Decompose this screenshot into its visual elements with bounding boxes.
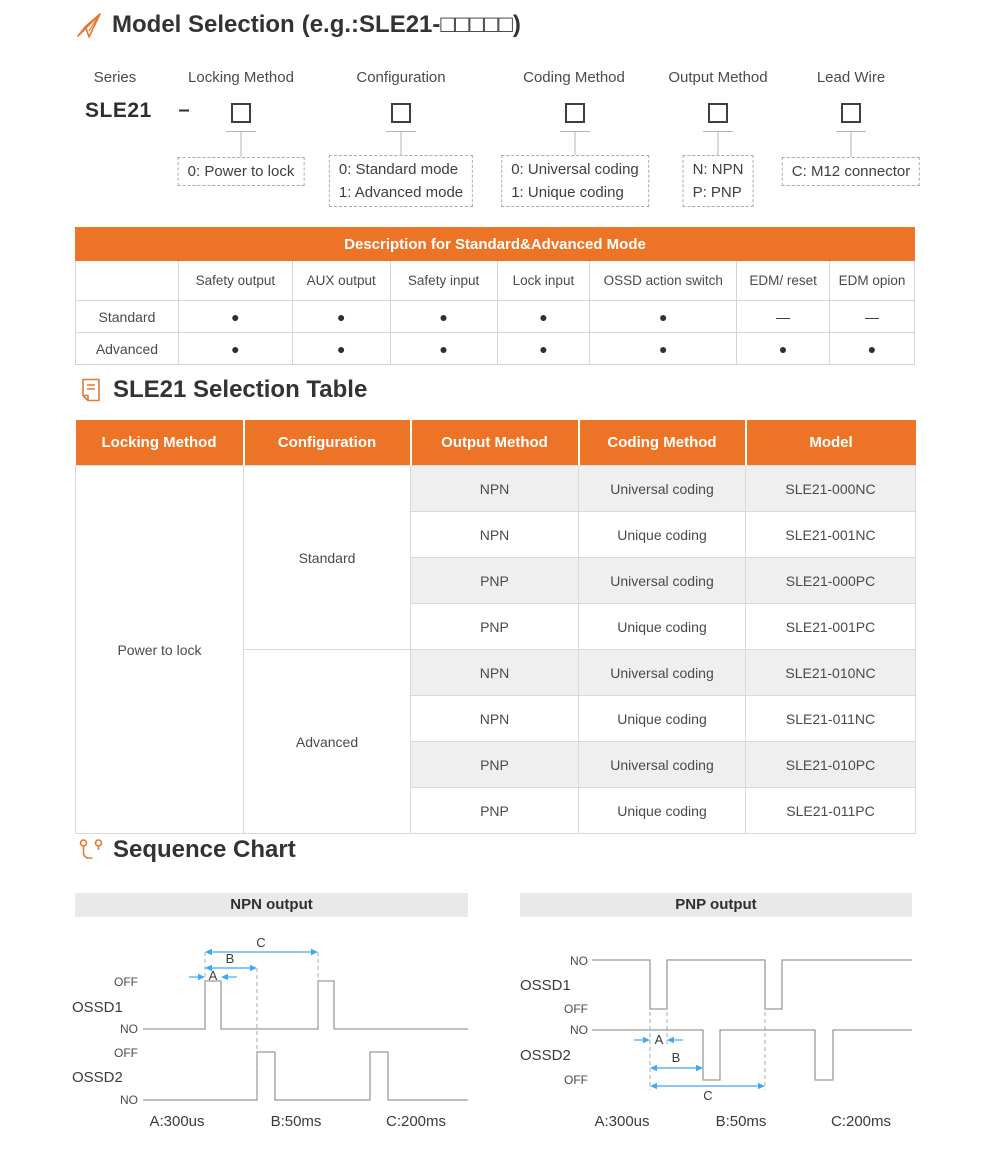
model-cell: SLE21-000NC [746,466,916,512]
timing-label: A:300us [149,1113,205,1130]
options-configuration [329,155,473,207]
npn-timing-diagram [72,920,470,1140]
model-cell: SLE21-001PC [746,604,916,650]
flow-icon [78,837,104,863]
model-selection-title: Model Selection [112,11,295,38]
options-locking-method [178,157,305,186]
mode-table-title: Description for Standard&Advanced Mode [76,228,915,261]
separator-dash: – [178,99,190,121]
pnp-chart-header: PNP output [520,893,912,917]
model-cell: SLE21-010NC [746,650,916,696]
output-cell: NPN [411,466,579,512]
arrowhead [198,974,205,980]
level-label: NO [120,1093,138,1107]
table-row [76,261,915,301]
timing-label: B:50ms [715,1113,767,1130]
configuration-cell: Standard [244,466,411,650]
digit-box-configuration [391,103,411,123]
field-label-output-method: Output Method [668,69,768,86]
sequence-chart-heading [78,836,296,864]
cell-mark: ● [390,333,497,365]
timing-label: C:200ms [385,1113,447,1130]
cell-mark: ● [497,333,590,365]
cell-mark: ● [292,301,390,333]
column-header: OSSD action switch [590,261,737,301]
timing-label: C:200ms [830,1113,892,1130]
connector-line [718,131,719,155]
options-output-method [683,155,754,207]
cell-mark: ● [737,333,830,365]
model-cell: SLE21-000PC [746,558,916,604]
arrowhead [650,1065,657,1071]
ossd1-waveform [592,960,912,1009]
column-header: Safety input [390,261,497,301]
column-header: Safety output [178,261,292,301]
cell-mark: ● [292,333,390,365]
option-text: C: M12 connector [791,163,911,180]
marker-label: B [225,951,235,966]
table-row [76,466,916,512]
signal-label: OSSD2 [520,1047,571,1064]
cell-mark: ● [830,333,915,365]
level-label: NO [120,1022,138,1036]
model-cell: SLE21-011NC [746,696,916,742]
output-cell: NPN [411,696,579,742]
column-header: EDM/ reset [737,261,830,301]
series-value: SLE21 [85,99,152,122]
cell-mark: ● [590,333,737,365]
arrowhead [696,1065,703,1071]
cell-mark: ● [590,301,737,333]
field-label-locking-method: Locking Method [188,69,294,86]
series-label: Series [93,69,137,86]
option-text: 1: Unique coding [511,184,624,201]
column-header: Locking Method [76,420,244,466]
ossd2-waveform [592,1030,912,1080]
coding-cell: Unique coding [579,788,746,834]
output-cell: PNP [411,742,579,788]
arrowhead [311,949,318,955]
table-row [76,420,916,466]
sequence-chart-title: Sequence Chart [113,836,296,863]
level-label: OFF [114,1046,138,1060]
document-icon [78,377,104,403]
pnp-timing-diagram [518,920,912,1140]
level-label: NO [570,1023,588,1037]
selection-table [75,420,916,834]
selection-table-title: SLE21 Selection Table [113,376,368,403]
connector-line [575,131,576,155]
cell-mark: — [737,301,830,333]
coding-cell: Universal coding [579,466,746,512]
options-lead-wire [782,157,920,186]
configuration-cell: Advanced [244,650,411,834]
field-label-configuration: Configuration [356,69,446,86]
column-header: Lock input [497,261,590,301]
output-cell: PNP [411,604,579,650]
option-text: P: PNP [692,184,742,201]
column-header: Configuration [244,420,411,466]
column-header [76,261,179,301]
table-row [76,301,915,333]
digit-box-lead-wire [841,103,861,123]
option-text: 1: Advanced mode [338,184,464,201]
column-header: Model [746,420,916,466]
level-label: OFF [564,1073,588,1087]
cell-mark: ● [178,333,292,365]
output-cell: PNP [411,558,579,604]
option-text: 0: Standard mode [338,161,459,178]
digit-box-locking-method [231,103,251,123]
coding-cell: Universal coding [579,742,746,788]
table-row [76,228,915,261]
model-cell: SLE21-011PC [746,788,916,834]
marker-label: C [703,1088,713,1103]
model-cell: SLE21-001NC [746,512,916,558]
arrowhead [221,974,228,980]
signal-label: OSSD1 [520,977,571,994]
table-row [76,333,915,365]
digit-box-output-method [708,103,728,123]
model-selection-example: (e.g.:SLE21-□□□□□) [301,11,521,38]
signal-label: OSSD1 [72,999,123,1016]
level-label: NO [570,954,588,968]
connector-line [401,131,402,155]
npn-chart-header: NPN output [75,893,468,917]
arrowhead [643,1037,650,1043]
selection-table-heading [78,376,367,404]
mode-description-table [75,227,915,365]
marker-label: A [208,968,218,983]
cell-mark: — [830,301,915,333]
output-cell: PNP [411,788,579,834]
field-label-lead-wire: Lead Wire [816,69,886,86]
option-text: 0: Power to lock [187,163,295,180]
arrowhead [758,1083,765,1089]
option-text: 0: Universal coding [511,161,639,178]
column-header: EDM opion [830,261,915,301]
connector-line [851,131,852,157]
signal-label: OSSD2 [72,1069,123,1086]
cell-mark: ● [497,301,590,333]
output-cell: NPN [411,650,579,696]
cell-mark: ● [390,301,497,333]
arrowhead [667,1037,674,1043]
column-header: Output Method [411,420,579,466]
coding-cell: Unique coding [579,604,746,650]
coding-cell: Universal coding [579,650,746,696]
arrowhead [250,965,257,971]
marker-label: A [654,1032,664,1047]
column-header: Coding Method [579,420,746,466]
connector-line [241,131,242,157]
locking-method-cell: Power to lock [76,466,244,834]
field-label-coding-method: Coding Method [523,69,625,86]
level-label: OFF [114,975,138,989]
cell-mark: ● [178,301,292,333]
coding-cell: Universal coding [579,558,746,604]
row-label: Standard [76,301,179,333]
timing-label: B:50ms [270,1113,322,1130]
row-label: Advanced [76,333,179,365]
marker-label: C [256,935,266,950]
ossd1-waveform [143,981,468,1029]
ossd2-waveform [143,1052,468,1100]
digit-box-coding-method [565,103,585,123]
column-header: AUX output [292,261,390,301]
model-cell: SLE21-010PC [746,742,916,788]
timing-label: A:300us [594,1113,650,1130]
arrowhead [205,949,212,955]
paper-plane-icon [75,11,103,39]
arrowhead [650,1083,657,1089]
level-label: OFF [564,1002,588,1016]
coding-cell: Unique coding [579,512,746,558]
output-cell: NPN [411,512,579,558]
marker-label: B [671,1050,681,1065]
option-text: N: NPN [692,161,744,178]
model-selection-heading [75,11,521,39]
coding-cell: Unique coding [579,696,746,742]
options-coding-method [501,155,649,207]
